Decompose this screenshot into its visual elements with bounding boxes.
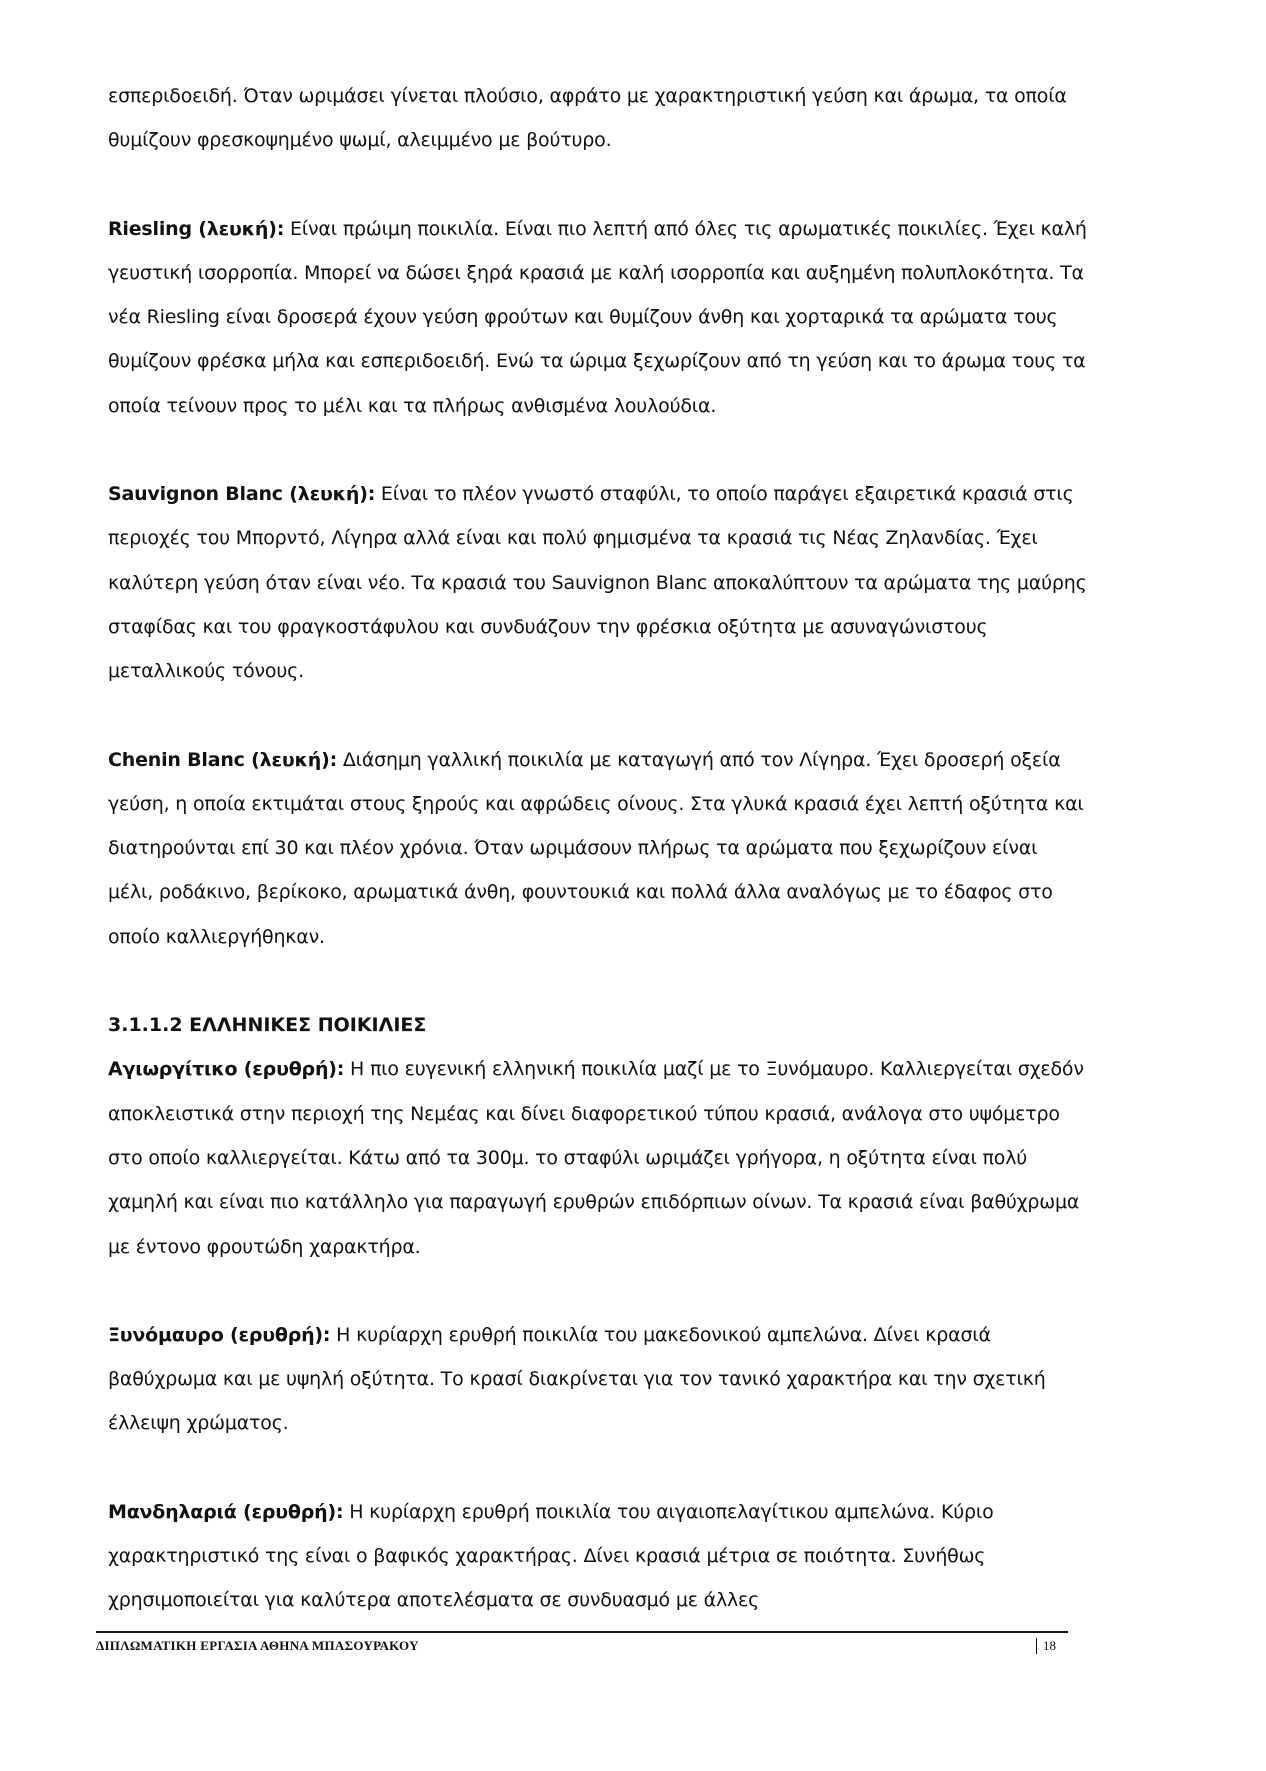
paragraph-mandilaria: [108, 1490, 1088, 1623]
paragraph-intro: [108, 74, 1088, 163]
paragraph-text: Η κυρίαρχη ερυθρή ποικιλία του αιγαιοπελαγίτικου αμπελώνα. Κύριο χαρακτηριστικό της είναι ο βαφικός χαρακτήρας. Δίνει κρασιά μέτρια σε ποιότητα. Συνήθως χρησιμοποιείται για καλύτερα αποτελέσματα σε συνδυασμό με άλλες: [108, 1500, 994, 1612]
variety-term: Αγιωργίτικο (ερυθρή):: [108, 1058, 345, 1081]
variety-term: Μανδηλαριά (ερυθρή):: [108, 1500, 344, 1523]
paragraph-text: Η κυρίαρχη ερυθρή ποικιλία του μακεδονικού αμπελώνα. Δίνει κρασιά βαθύχρωμα και με υψηλή οξύτητα. Το κρασί διακρίνεται για τον τανικό χαρακτήρα και την σχετική έλλειψη χρώματος.: [108, 1323, 1046, 1435]
variety-term: Chenin Blanc (λευκή):: [108, 748, 337, 771]
paragraph-xinomavro: [108, 1313, 1088, 1446]
paragraph-sauvignon-blanc: [108, 472, 1088, 693]
paragraph-text: εσπεριδοειδή. Όταν ωριμάσει γίνεται πλούσιο, αφράτο με χαρακτηριστική γεύση και άρωμα, τα οποία θυμίζουν φρεσκοψημένο ψωμί, αλειμμένο με βούτυρο.: [108, 85, 1067, 152]
paragraph-text: Η πιο ευγενική ελληνική ποικιλία μαζί με το Ξυνόμαυρο. Καλλιεργείται σχεδόν αποκλειστικά στην περιοχή της Νεμέας και δίνει διαφορετικού τύπου κρασιά, ανάλογα στο υψόμετρο στο οποίο καλλιεργείται. Κάτω από τα 300μ. το σταφύλι ωριμάζει γρήγορα, η οξύτητα είναι πολύ χαμηλή και είναι πιο κατάλληλο για παραγωγή ερυθρών επιδόρπιων οίνων. Τα κρασιά είναι βαθύχρωμα με έντονο φρουτώδη χαρακτήρα.: [108, 1058, 1084, 1258]
paragraph-chenin-blanc: [108, 738, 1088, 959]
page-number: 18: [1036, 1638, 1056, 1654]
paragraph-text: Είναι το πλέον γνωστό σταφύλι, το οποίο παράγει εξαιρετικά κρασιά στις περιοχές του Μπορντό, Λίγηρα αλλά είναι και πολύ φημισμένα τα κρασιά τις Νέας Ζηλανδίας. Έχει καλύτερη γεύση όταν είναι νέο. Τα κρασιά του Sauvignon Blanc αποκαλύπτουν τα αρώματα της μαύρης σταφίδας και του φραγκοστάφυλου και συνδυάζουν την φρέσκια οξύτητα με ασυναγώνιστους μεταλλικούς τόνους.: [108, 483, 1087, 683]
paragraph-text: Είναι πρώιμη ποικιλία. Είναι πιο λεπτή από όλες τις αρωματικές ποικιλίες. Έχει καλή γευστική ισορροπία. Μπορεί να δώσει ξηρά κρασιά με καλή ισορροπία και αυξημένη πολυπλοκότητα. Τα νέα Riesling είναι δροσερά έχουν γεύση φρούτων και θυμίζουν άνθη και χορταρικά τα αρώματα τους θυμίζουν φρέσκα μήλα και εσπεριδοειδή. Ενώ τα ώριμα ξεχωρίζουν από τη γεύση και το άρωμα τους τα οποία τείνουν προς το μέλι και τα πλήρως ανθισμένα λουλούδια.: [108, 217, 1087, 417]
variety-term: Riesling (λευκή):: [108, 217, 285, 240]
paragraph-agiorgitiko: [108, 1047, 1088, 1268]
footer-title: ΔΙΠΛΩΜΑΤΙΚΗ ΕΡΓΑΣΙΑ ΑΘΗΝΑ ΜΠΑΣΟΥΡΑΚΟΥ: [96, 1638, 419, 1653]
document-body: [108, 74, 1088, 1623]
variety-term: Ξυνόμαυρο (ερυθρή):: [108, 1323, 331, 1346]
paragraph-text: Διάσημη γαλλική ποικιλία με καταγωγή από τον Λίγηρα. Έχει δροσερή οξεία γεύση, η οποία εκτιμάται στους ξηρούς και αφρώδεις οίνους. Στα γλυκά κρασιά έχει λεπτή οξύτητα και διατηρούνται επί 30 και πλέον χρόνια. Όταν ωριμάσουν πλήρως τα αρώματα που ξεχωρίζουν είναι μέλι, ροδάκινο, βερίκοκο, αρωματικά άνθη, φουντουκιά και πολλά άλλα αναλόγως με το έδαφος στο οποίο καλλιεργήθηκαν.: [108, 748, 1084, 948]
page-footer: [96, 1624, 1068, 1664]
paragraph-riesling: [108, 207, 1088, 428]
footer-rule: [96, 1631, 1068, 1633]
section-heading: 3.1.1.2 ΕΛΛΗΝΙΚΕΣ ΠΟΙΚΙΛΙΕΣ: [108, 1014, 427, 1037]
variety-term: Sauvignon Blanc (λευκή):: [108, 483, 376, 506]
